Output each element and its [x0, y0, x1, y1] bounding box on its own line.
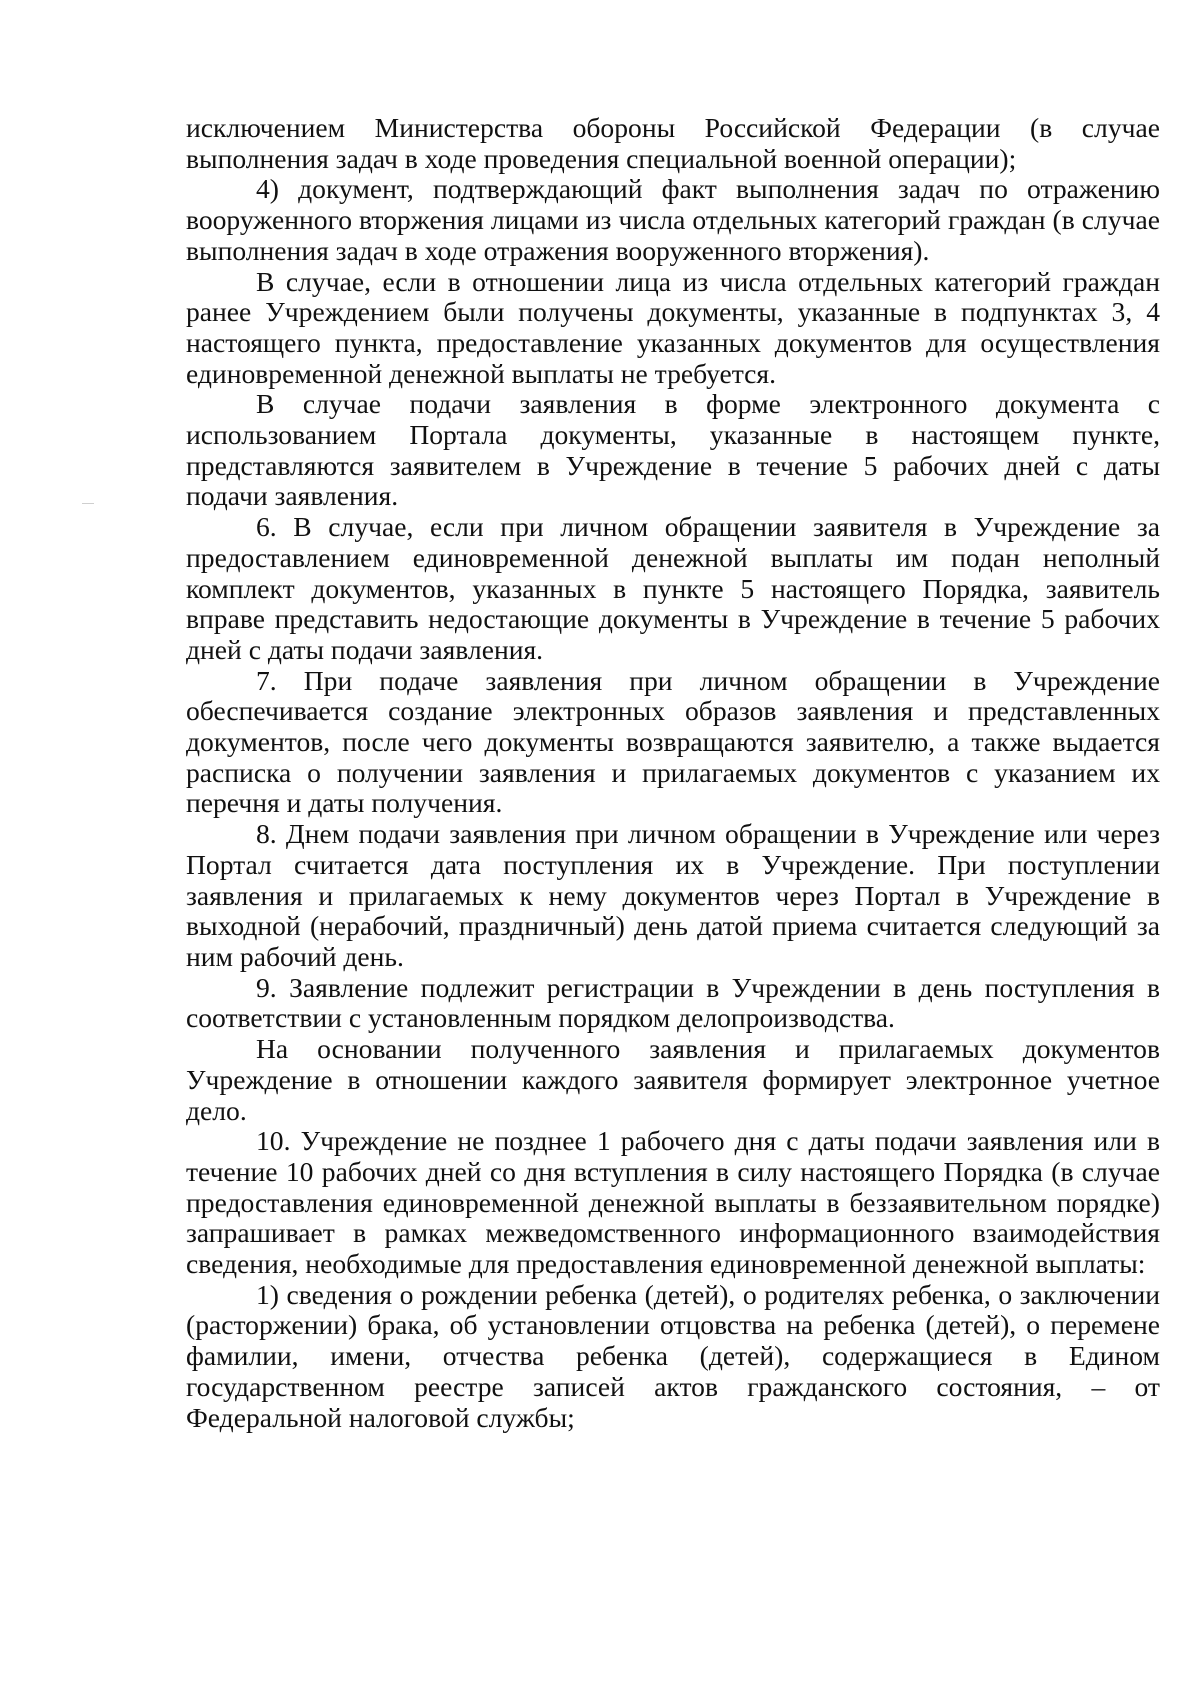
- paragraph-subitem-1: 1) сведения о рождении ребенка (детей), о родителях ребенка, о заключении (расторжении) брака, об установлении отцовства на ребенка (детей), о перемене фамилии, имени, отчества ребенка (детей), содержащиеся в Едином государственном реестре записей актов гражданского состояния, – от Федеральной налоговой службы;: [186, 1278, 1160, 1433]
- paragraph-case-file: На основании полученного заявления и прилагаемых документов Учреждение в отношении каждого заявителя формирует электронное учетное дело.: [186, 1033, 1160, 1126]
- paragraph-clause-8: 8. Днем подачи заявления при личном обращении в Учреждение или через Портал считается дата поступления их в Учреждение. При поступлении заявления и прилагаемых к нему документов через Портал в Учреждение в выходной (нерабочий, праздничный) день датой приема считается следующий за ним рабочий день.: [186, 818, 1160, 972]
- paragraph-clause-7: 7. При подаче заявления при личном обращении в Учреждение обеспечивается создание электронных образов заявления и представленных документов, после чего документы возвращаются заявителю, а также выдается расписка о получении заявления и прилагаемых документов с указанием их перечня и даты получения.: [186, 664, 1160, 819]
- paragraph-clause-9: 9. Заявление подлежит регистрации в Учреждении в день поступления в соответствии с установленным порядком делопроизводства.: [186, 971, 1160, 1034]
- paragraph-continuation: исключением Министерства обороны Российской Федерации (в случае выполнения задач в ходе проведения специальной военной операции);: [186, 112, 1160, 174]
- scan-margin-mark: [82, 503, 94, 504]
- document-page: [186, 113, 1160, 1433]
- paragraph-clause-10: 10. Учреждение не позднее 1 рабочего дня с даты подачи заявления или в течение 10 рабочих дней со дня вступления в силу настоящего Порядка (в случае предоставления единовременной денежной выплаты в беззаявительном порядке) запрашивает в рамках межведомственного информационного взаимодействия сведения, необходимые для предоставления единовременной денежной выплаты:: [186, 1125, 1160, 1280]
- paragraph-previously-received-documents: В случае, если в отношении лица из числа отдельных категорий граждан ранее Учреждением были получены документы, указанные в подпунктах 3, 4 настоящего пункта, предоставление указанных документов для осуществления единовременной денежной выплаты не требуется.: [186, 265, 1160, 389]
- paragraph-electronic-submission: В случае подачи заявления в форме электронного документа с использованием Портала документы, указанные в настоящем пункте, представляются заявителем в Учреждение в течение 5 рабочих дней с даты подачи заявления.: [186, 388, 1160, 512]
- paragraph-clause-6: 6. В случае, если при личном обращении заявителя в Учреждение за предоставлением единовременной денежной выплаты им подан неполный комплект документов, указанных в пункте 5 настоящего Порядка, заявитель вправе представить недостающие документы в Учреждение в течение 5 рабочих дней с даты подачи заявления.: [186, 511, 1160, 665]
- paragraph-subitem-4: 4) документ, подтверждающий факт выполнения задач по отражению вооруженного вторжения лицами из числа отдельных категорий граждан (в случае выполнения задач в ходе отражения вооруженного вторжения).: [186, 173, 1160, 266]
